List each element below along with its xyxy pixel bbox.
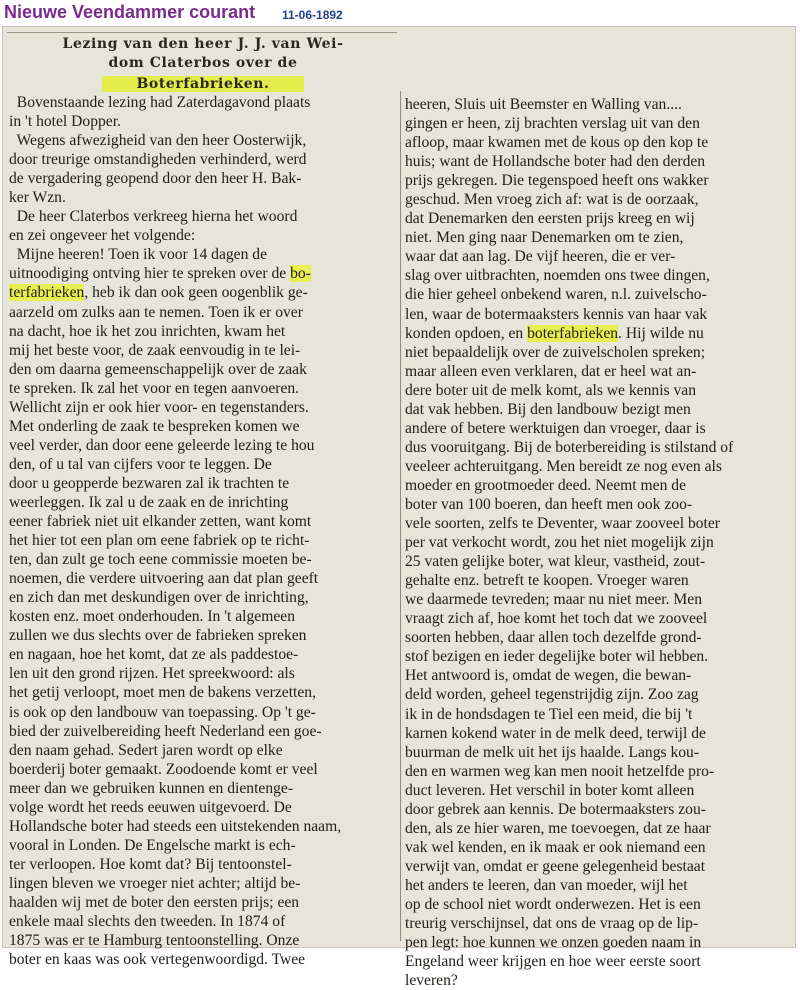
- text-line: vooral in Londen. De Engelsche markt is ech-: [9, 836, 296, 854]
- text-line: aarzeld om zulks aan te nemen. Toen ik er over: [9, 303, 303, 321]
- text-line: niet bepaaldelijk over de zuivelscholen spreken;: [405, 343, 706, 361]
- headline-line-3: [3, 76, 403, 92]
- text-line: Het antwoord is, omdat de wegen, die bewan-: [405, 667, 692, 685]
- text-line: andere of betere werktuigen dan vroeger, daar is: [405, 419, 706, 437]
- highlighted-term: bo-: [290, 265, 311, 283]
- text-line: veel verder, dan door eene geleerde lezing te hou: [9, 436, 315, 454]
- text-line: Met onderling de zaak te bespreken komen we: [9, 417, 300, 435]
- text-line: karnen kokend water in de melk deed, terwijl de: [405, 724, 706, 742]
- text-line: konden opdoen, en boterfabrieken. Hij wilde nu: [405, 324, 704, 342]
- text-line: Engeland weer krijgen en hoe weer eerste soort: [405, 953, 701, 971]
- newspaper-clipping: [2, 26, 796, 990]
- text-line: maar alleen even verklaren, dat er heel wat an-: [405, 362, 697, 380]
- text-line: ik in de hondsdagen te Tiel een meid, die bij 't: [405, 705, 693, 723]
- text-line: den om daarna gemeenschappelijk over de zaak: [9, 360, 307, 378]
- text-line: treurig verschijnsel, dat ons de vraag op de lip-: [405, 915, 699, 933]
- highlighted-term: boterfabrieken: [527, 324, 619, 342]
- text-line: huis; want de Hollandsche boter had den derden: [405, 153, 706, 171]
- text-line: stof bezigen en ieder degelijke boter wil hebben.: [405, 648, 709, 666]
- text-line: Wellicht zijn er ook hier voor- en tegenstanders.: [9, 398, 309, 416]
- text-line: in 't hotel Dopper.: [9, 113, 121, 131]
- headline-line-1: Lezing van den heer J. J. van Wei-: [62, 36, 344, 52]
- text-line: Hollandsche boter had steeds een uitstekenden naam,: [9, 817, 342, 835]
- text-line: door u geopperde bezwaren zal ik trachten te: [9, 474, 290, 492]
- text-line: buurman de melk uit het ijs haalde. Langs kou-: [405, 743, 700, 761]
- text-line: Bovenstaande lezing had Zaterdagavond plaats: [9, 94, 311, 111]
- text-line: die hier geheel onbekend waren, n.l. zuivelscho-: [405, 286, 707, 304]
- text-line: per vat verkocht wordt, zou het niet mogelijk zijn: [405, 534, 714, 552]
- newspaper-title: Nieuwe Veendammer courant: [4, 2, 256, 22]
- text-line: door gebrek aan kennis. De botermaaksters zou-: [405, 800, 706, 818]
- text-line: Mijne heeren! Toen ik voor 14 dagen de: [9, 246, 268, 264]
- text-line: is ook op den landbouw van toepassing. Op 't ge-: [9, 703, 316, 721]
- text-line: len uit den grond rijzen. Het spreekwoord: als: [9, 665, 295, 683]
- text-line: te spreken. Ik zal het voor en tegen aanvoeren.: [9, 379, 300, 397]
- text-line: boter en kaas was ook vertegenwoordigd. Twee: [9, 951, 306, 969]
- text-line: duct leveren. Het verschil in boter komt alleen: [405, 781, 695, 799]
- text-line: ten, dan zult ge toch eene commissie moeten be-: [9, 551, 312, 569]
- text-line: slag over uitbrachten, noemden ons twee dingen,: [405, 267, 710, 285]
- masthead: [0, 0, 800, 26]
- highlighted-term: terfabrieken: [9, 284, 85, 302]
- top-rule: [7, 32, 397, 33]
- text-line: terfabrieken, heb ik dan ook geen oogenblik ge-: [9, 284, 308, 302]
- text-line: den, of u tal van cijfers voor te leggen. De: [9, 455, 272, 473]
- text-line: prijs gekregen. Die tegenspoed heeft ons wakker: [405, 172, 709, 190]
- text-line: veeleer achteruitgang. Men bereidt ze nog even als: [405, 457, 722, 475]
- text-line: eener fabriek niet uit elkander zetten, want komt: [9, 513, 312, 531]
- text-line: vak wel kenden, en ik maak er ook niemand een: [405, 838, 706, 856]
- text-line: boerderij boter gemaakt. Zoodoende komt er veel: [9, 760, 318, 778]
- text-line: gehalte enz. betreft te koopen. Vroeger waren: [405, 572, 689, 590]
- text-line: dat Denemarken den eersten prijs kreeg en wij: [405, 210, 695, 228]
- text-line: op de school niet wordt onderwezen. Het is een: [405, 895, 701, 913]
- text-line: we daarmede tevreden; maar nu niet meer. Men: [405, 591, 703, 609]
- text-line: moeder en grootmoeder deed. Neemt men de: [405, 476, 687, 494]
- text-line: haalden wij met de boter den eersten prijs; een: [9, 893, 300, 911]
- text-line: geschud. Men vroeg zich af: wat is de oorzaak,: [405, 191, 699, 209]
- text-line: kosten enz. moet onderhouden. In 't algemeen: [9, 608, 296, 626]
- text-line: leveren?: [405, 972, 458, 990]
- text-line: uitnoodiging ontving hier te spreken over de bo-: [9, 265, 311, 283]
- text-line: en zich dan met deskundigen over de inrichting,: [9, 589, 309, 607]
- text-line: volge wordt het reeds eeuwen uitgevoerd. De: [9, 798, 292, 816]
- publication-date: 11-06-1892: [282, 8, 343, 22]
- text-line: meer dan we gebruiken kunnen en dientenge-: [9, 779, 294, 797]
- text-line: waar dat aan lag. De vijf heeren, die er ver-: [405, 248, 676, 266]
- right-column: [405, 95, 793, 990]
- text-line: dat vak hebben. Bij den landbouw bezigt men: [405, 400, 691, 418]
- text-line: het anders te leeren, dan van moeder, wijl het: [405, 876, 688, 894]
- text-line: pen legt: hoe kunnen we onzen goeden naam in: [405, 934, 702, 952]
- text-line: verwijt van, omdat er geene gelegenheid bestaat: [405, 857, 706, 875]
- text-line: den en warmen weg kan men nooit hetzelfde pro-: [405, 762, 715, 780]
- text-line: lingen bleven we vroeger niet achter; altijd be-: [9, 874, 301, 892]
- text-line: 25 vaten gelijke boter, wat kleur, vastheid, zout-: [405, 553, 706, 571]
- text-line: den, als ze hier waren, me toevoegen, dat ze haar: [405, 819, 711, 837]
- text-line: bied der zuivelbereiding heeft Nederland een goe-: [9, 722, 322, 740]
- text-line: de vergadering geopend door den heer H. Bak-: [9, 170, 302, 188]
- column-divider: [400, 91, 401, 941]
- text-line: zullen we dus slechts over de fabrieken spreken: [9, 627, 307, 645]
- text-line: weerleggen. Ik zal u de zaak en de inrichting: [9, 493, 289, 511]
- left-column: [9, 93, 397, 969]
- text-line: ter verloopen. Hoe komt dat? Bij tentoonstel-: [9, 855, 292, 873]
- text-line: deld worden, geheel tegenstrijdig zijn. Zoo zag: [405, 686, 699, 704]
- text-line: vraagt zich af, hoe komt het toch dat we zooveel: [405, 610, 708, 628]
- text-line: vele soorten, zelfs te Deventer, waar zooveel boter: [405, 515, 720, 533]
- text-line: enkele maal slechts den tweeden. In 1874 of: [9, 913, 286, 931]
- text-line: heeren, Sluis uit Beemster en Walling van....: [405, 96, 682, 113]
- text-line: gingen er heen, zij brachten verslag uit van den: [405, 115, 700, 133]
- text-line: Wegens afwezigheid van den heer Oosterwijk,: [9, 132, 307, 150]
- text-line: soorten hebben, daar allen toch dezelfde grond-: [405, 629, 702, 647]
- text-line: en zei ongeveer het volgende:: [9, 227, 196, 245]
- text-line: en nagaan, hoe het komt, dat ze als paddestoe-: [9, 646, 299, 664]
- text-line: boter van 100 boeren, dan heeft men ook zoo-: [405, 495, 693, 513]
- headline-highlight: Boterfabrieken.: [102, 76, 303, 92]
- text-line: ker Wzn.: [9, 189, 66, 207]
- text-line: 1875 was er te Hamburg tentoonstelling. Onze: [9, 932, 300, 950]
- text-line: noemen, die verdere uitvoering aan dat plan geeft: [9, 570, 319, 588]
- text-line: den naam gehad. Sedert jaren wordt op elke: [9, 741, 283, 759]
- headline-line-2: dom Claterbos over de: [108, 55, 298, 71]
- text-line: mij het beste voor, de zaak eenvoudig in te lei-: [9, 341, 301, 359]
- text-line: na dacht, hoe ik het zou inrichten, kwam het: [9, 322, 286, 340]
- text-line: afloop, maar kwamen met de kous op den kop te: [405, 134, 709, 152]
- text-line: het hier tot een plan om eene fabriek op te richt-: [9, 532, 310, 550]
- text-line: door treurige omstandigheden verhinderd, werd: [9, 151, 307, 169]
- text-line: dus vooruitgang. Bij de boterbereiding is stilstand of: [405, 438, 734, 456]
- text-line: De heer Claterbos verkreeg hierna het woord: [9, 208, 298, 226]
- text-line: len, waar de botermaaksters kennis van haar vak: [405, 305, 708, 323]
- text-line: het getij verloopt, moet men de bakens verzetten,: [9, 684, 317, 702]
- text-line: dere boter uit de melk komt, als we kennis van: [405, 381, 697, 399]
- text-line: niet. Men ging naar Denemarken om te zien,: [405, 229, 684, 247]
